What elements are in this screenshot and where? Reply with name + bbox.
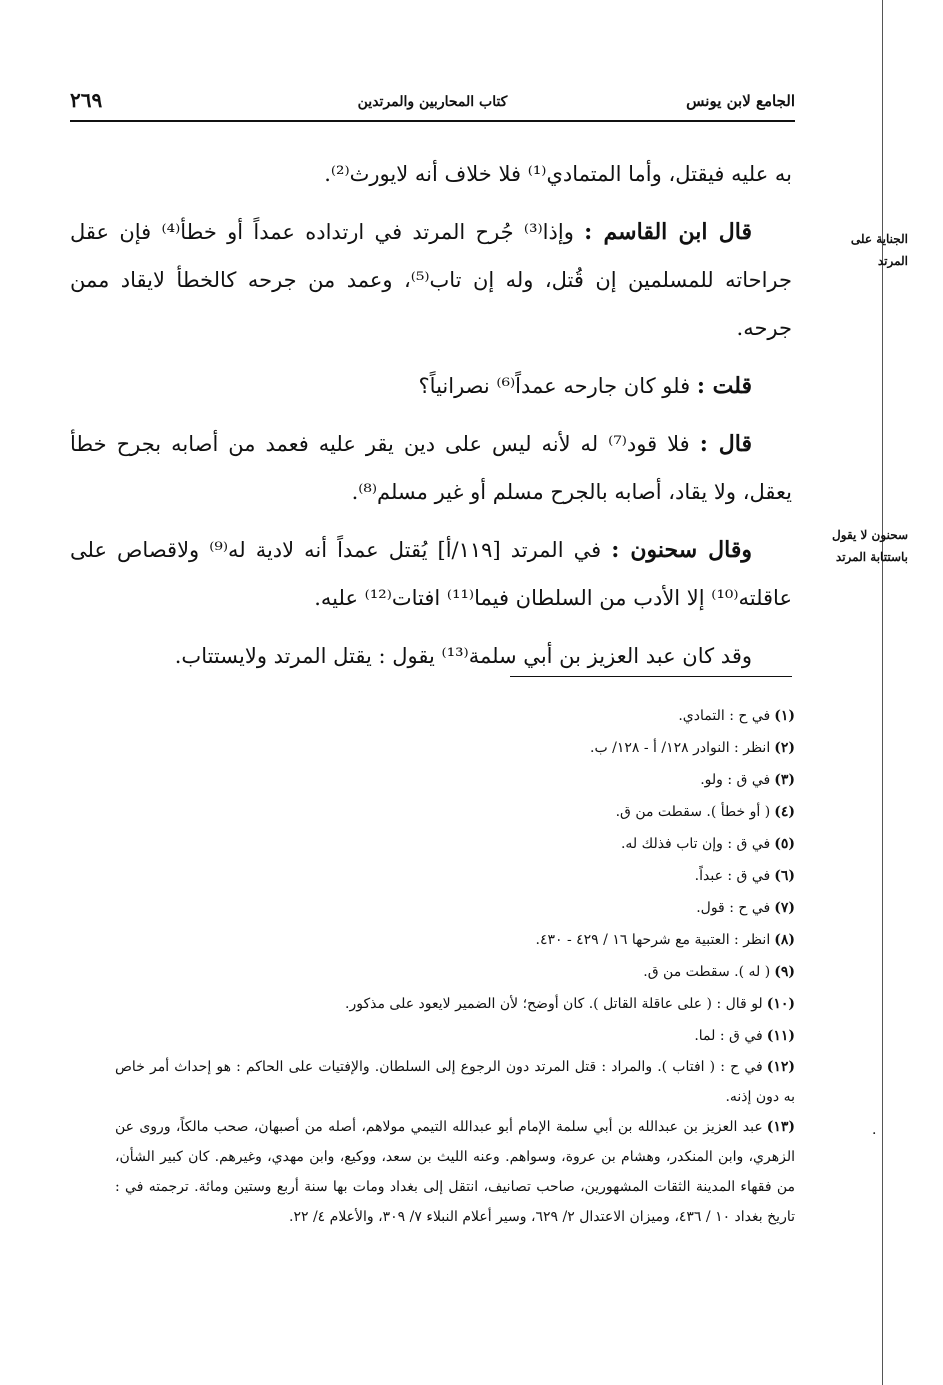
running-head-chapter: كتاب المحاربين والمرتدين xyxy=(357,94,508,110)
footnotes xyxy=(115,700,795,1232)
page-number: ٢٦٩ xyxy=(70,88,103,112)
main-text xyxy=(70,150,792,690)
footnote: (٦)في ق : عبداً. xyxy=(694,868,795,884)
paragraph: وقال سحنون : في المرتد [١١٩/أ] يُقتل عمداً أنه لادية له⁽⁹⁾ ولاقصاص على عاقلته⁽¹⁰⁾ إلا الأدب من السلطان فيما⁽¹¹⁾ افتات⁽¹²⁾ عليه. xyxy=(70,537,792,610)
footnote: (١)في ح : التمادي. xyxy=(678,708,795,724)
footnote: (٣)في ق : ولو. xyxy=(700,772,795,788)
footnote: (١١)في ق : لما. xyxy=(694,1028,795,1044)
speaker-label: قلت : xyxy=(696,373,752,399)
paragraph: به عليه فيقتل، وأما المتمادي⁽¹⁾ فلا خلاف أنه لايورث⁽²⁾. xyxy=(324,162,792,186)
footnote: (٨)انظر : العتبية مع شرحها ١٦ / ٤٢٩ - ٤٣٠. xyxy=(535,932,795,948)
footnote: (١٢)في ح : ( افتاب ). والمراد : قتل المرتد دون الرجوع إلى السلطان. والإفتيات على الحاكم : هو إحداث أمر خاص به دون إذنه. xyxy=(115,1059,795,1105)
speaker-label: وقال سحنون : xyxy=(611,537,753,563)
footnote: (٥)في ق : وإن تاب فذلك له. xyxy=(620,836,795,852)
scan-speck: · xyxy=(872,1126,877,1142)
footnote: (١٠)لو قال : ( على عاقلة القاتل ). كان أوضح؛ لأن الضمير لايعود على مذكور. xyxy=(345,996,795,1012)
paragraph: قال : فلا قود⁽⁷⁾ له لأنه ليس على دين يقر عليه فعمد من أصابه بجرح خطأ يعقل، ولا يقاد، أصابه بالجرح مسلم أو غير مسلم⁽⁸⁾. xyxy=(70,431,792,504)
footnote: (٢)انظر : النوادر ١٢٨/ أ - ١٢٨/ ب. xyxy=(590,740,795,756)
margin-note-crime-against-apostate: الجناية على المرتد xyxy=(850,232,908,268)
paragraph: قال ابن القاسم : وإذا⁽³⁾ جُرح المرتد في ارتداده عمداً أو خطأ⁽⁴⁾ فإن عقل جراحاته للمسلمين إن قُتل، وله إن تاب⁽⁵⁾، وعمد من جرحه كالخطأ لايقاد ممن جرحه. xyxy=(70,219,792,340)
header-rule xyxy=(70,120,795,122)
paragraph: قلت : فلو كان جارحه عمداً⁽⁶⁾ نصرانياً؟ xyxy=(418,373,752,399)
speaker-label: قال ابن القاسم : xyxy=(584,219,752,245)
scan-border-line xyxy=(882,0,883,1385)
footnote: (٧)في ح : قول. xyxy=(696,900,795,916)
speaker-label: قال : xyxy=(699,431,752,457)
footnote: (٩)( له ). سقطت من ق. xyxy=(643,964,795,980)
page-header xyxy=(70,88,795,118)
paragraph: وقد كان عبد العزيز بن أبي سلمة⁽¹³⁾ يقول : يقتل المرتد ولايستتاب. xyxy=(174,644,752,668)
margin-note-sahnun-no-repentance: سحنون لا يقول باستتابة المرتد xyxy=(832,528,908,564)
footnote: (٤)( أو خطأ ). سقطت من ق. xyxy=(615,804,795,820)
footnote-separator xyxy=(510,676,792,677)
footnote: (١٣)عبد العزيز بن عبدالله بن أبي سلمة الإمام أبو عبدالله التيمي مولاهم، أصله من أصبهان، صحب مالكاً، وروى عن الزهري، وابن المنكدر، وهشام بن عروة، وسواهم. وعنه الليث بن سعد، ووكيع، وابن مهدي، وغيرهم. كان كبير الشأن، من فقهاء المدينة الثقات المشهورين، صاحب تصانيف، انتقل إلى بغداد ومات بها سنة أربع وستين ومائة. ترجمته في : تاريخ بغداد ١٠ / ٤٣٦، وميزان الاعتدال ٢/ ٦٢٩، وسير أعلام النبلاء ٧/ ٣٠٩، والأعلام ٤/ ٢٢. xyxy=(115,1119,795,1225)
running-head-book: الجامع لابن يونس xyxy=(686,92,795,110)
